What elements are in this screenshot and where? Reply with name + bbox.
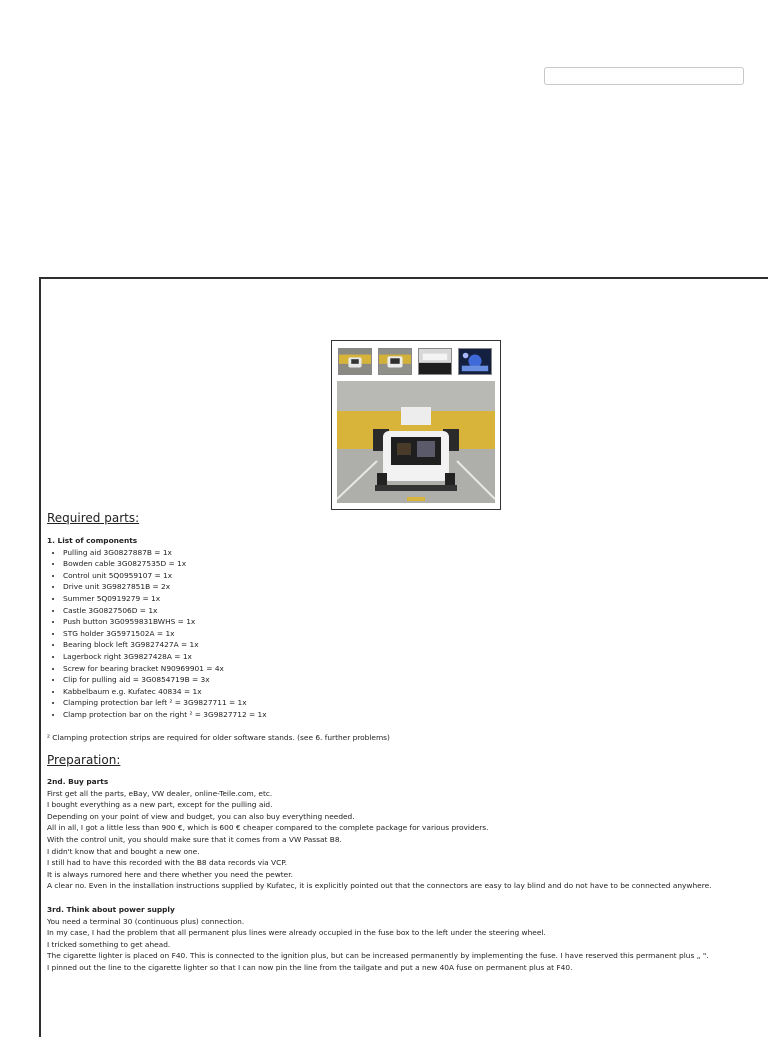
required-parts-heading: Required parts:: [47, 511, 140, 525]
gallery-thumbnail-2[interactable]: [378, 348, 412, 375]
list-item: • Kabbelbaum e.g. Kufatec 40834 = 1x: [63, 686, 747, 698]
car-tailgate-photo[interactable]: [337, 381, 495, 503]
paragraph-line: The cigarette lighter is placed on F40. This is connected to the ignition plus, but can be increased permanently by implementing the fuse. I have reserved this permanent plus „ ".: [47, 951, 709, 961]
list-item: • Drive unit 3G9827851B = 2x: [63, 581, 747, 593]
list-item: • Castle 3G0827506D = 1x: [63, 605, 747, 617]
buy-parts-heading: 2nd. Buy parts: [47, 777, 109, 787]
list-item: • Bowden cable 3G0827535D = 1x: [63, 558, 747, 570]
list-item: • Pulling aid 3G0827887B = 1x: [63, 547, 747, 559]
paragraph-line: In my case, I had the problem that all permanent plus lines were already occupied in the fuse box to the left under the steering wheel.: [47, 928, 546, 938]
list-item: • Lagerbock right 3G9827428A = 1x: [63, 651, 747, 663]
list-item: • Screw for bearing bracket N90969901 = 4x: [63, 663, 747, 675]
gallery-thumbnail-3[interactable]: [418, 348, 452, 375]
paragraph-line: I bought everything as a new part, except for the pulling aid.: [47, 800, 273, 810]
paragraph-line: I tricked something to get ahead.: [47, 939, 171, 949]
paragraph-line: It is always rumored here and there whether you need the pewter.: [47, 869, 293, 879]
paragraph-line: With the control unit, you should make sure that it comes from a VW Passat B8.: [47, 835, 342, 845]
components-list-heading: 1. List of components: [47, 536, 138, 545]
paragraph-line: A clear no. Even in the installation instructions supplied by Kufatec, it is explicitly pointed out that the connectors are easy to lay blind and do not have to be connected anywhere.: [47, 881, 712, 891]
gallery-thumbnail-4[interactable]: [458, 348, 492, 375]
components-list: [47, 547, 747, 721]
list-item: • Bearing block left 3G9827427A = 1x: [63, 639, 747, 651]
clamping-footnote: ² Clamping protection strips are required for older software stands. (see 6. further problems): [47, 732, 390, 742]
list-item: • Clip for pulling aid = 3G0854719B = 3x: [63, 674, 747, 686]
paragraph-line: First get all the parts, eBay, VW dealer, online-Teile.com, etc.: [47, 788, 273, 798]
image-gallery: [331, 340, 501, 510]
power-supply-heading: 3rd. Think about power supply: [47, 905, 175, 915]
list-item: • Summer 5Q0919279 = 1x: [63, 593, 747, 605]
list-item: • Clamp protection bar on the right ² = 3G9827712 = 1x: [63, 709, 747, 721]
paragraph-line: All in all, I got a little less than 900 €, which is 600 € cheaper compared to the complete package for various providers.: [47, 823, 489, 833]
search-input[interactable]: [544, 67, 744, 85]
article-body: [47, 510, 747, 974]
paragraph-line: Depending on your point of view and budget, you can also buy everything needed.: [47, 811, 355, 821]
paragraph-line: You need a terminal 30 (continuous plus) connection.: [47, 916, 245, 926]
list-item: • Clamping protection bar left ² = 3G9827711 = 1x: [63, 697, 747, 709]
paragraph-line: I didn't know that and bought a new one.: [47, 846, 200, 856]
paragraph-line: I pinned out the line to the cigarette lighter so that I can now pin the line from the tailgate and put a new 40A fuse on permanent plus at F40.: [47, 963, 573, 972]
list-item: • Control unit 5Q0959107 = 1x: [63, 570, 747, 582]
gallery-thumbnail-1[interactable]: [338, 348, 372, 375]
preparation-heading: Preparation:: [47, 753, 121, 768]
list-item: • Push button 3G0959831BWHS = 1x: [63, 616, 747, 628]
list-item: • STG holder 3G5971502A = 1x: [63, 628, 747, 640]
paragraph-line: I still had to have this recorded with the B8 data records via VCP.: [47, 858, 287, 868]
